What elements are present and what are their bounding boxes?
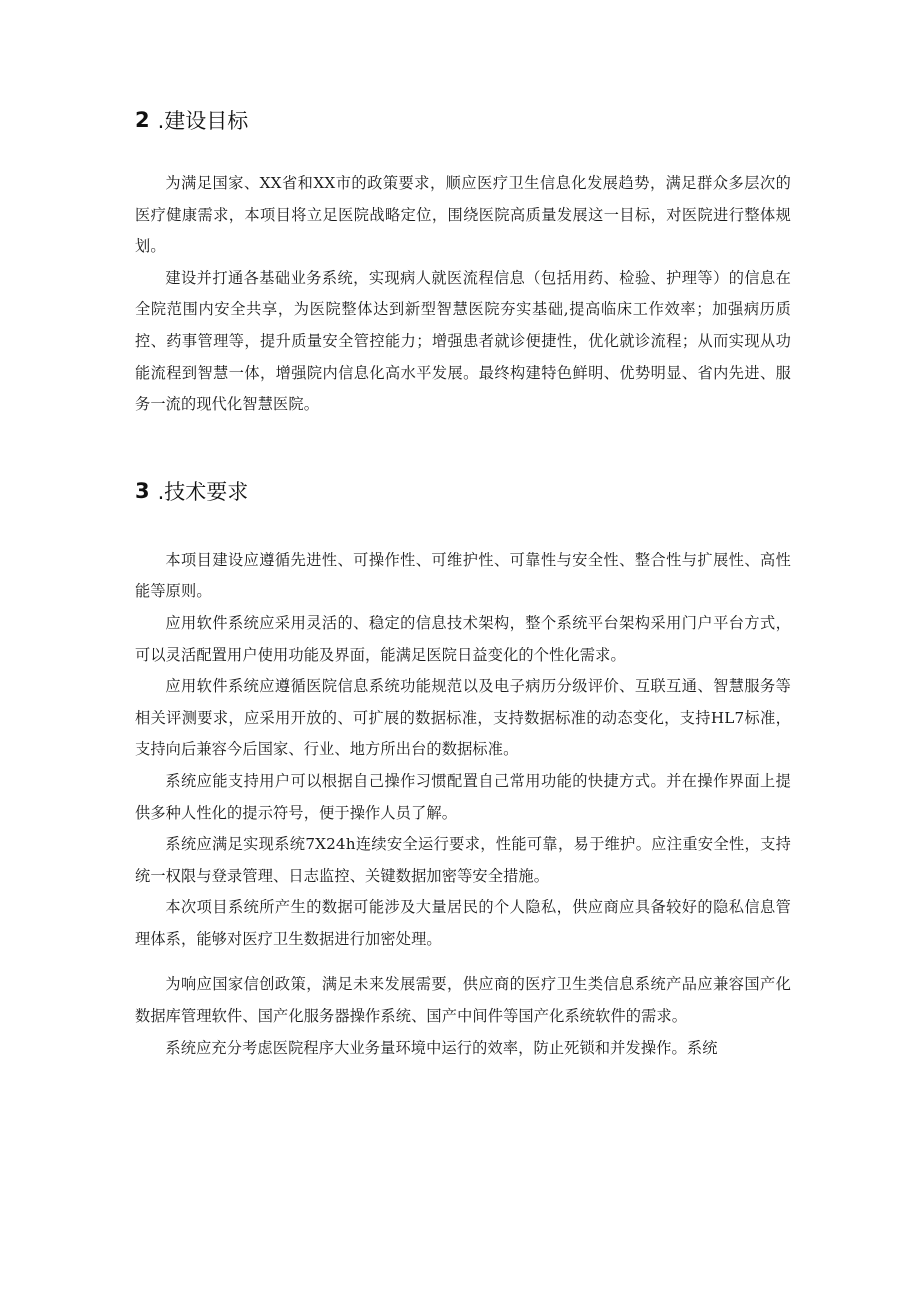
- section-title: .技术要求: [157, 479, 249, 504]
- paragraph: 为响应国家信创政策，满足未来发展需要，供应商的医疗卫生类信息系统产品应兼容国产化数据库管理软件、国产化服务器操作系统、国产中间件等国产化系统软件的需求。: [135, 975, 791, 1026]
- paragraph: 应用软件系统应采用灵活的、稳定的信息技术架构，整个系统平台架构采用门户平台方式，可以灵活配置用户使用功能及界面，能满足医院日益变化的个性化需求。: [135, 613, 791, 664]
- paragraph: 为满足国家、XX省和XX市的政策要求，顺应医疗卫生信息化发展趋势，满足群众多层次的医疗健康需求，本项目将立足医院战略定位，围绕医院高质量发展这一目标，对医院进行整体规划。: [135, 174, 791, 256]
- paragraph: 本项目建设应遵循先进性、可操作性、可维护性、可靠性与安全性、整合性与扩展性、高性能等原则。: [135, 550, 791, 601]
- paragraph: 系统应充分考虑医院程序大业务量环境中运行的效率，防止死锁和并发操作。系统: [165, 1038, 718, 1057]
- paragraph: 应用软件系统应遵循医院信息系统功能规范以及电子病历分级评价、互联互通、智慧服务等相关评测要求，应采用开放的、可扩展的数据标准，支持数据标准的动态变化，支持HL7标准，支持向后兼容今后国家、行业、地方所出台的数据标准。: [135, 677, 791, 759]
- document-body: [135, 96, 791, 1064]
- section-number: 2: [135, 108, 150, 132]
- section-number: 3: [135, 478, 150, 503]
- section-heading-goals: [135, 96, 791, 144]
- paragraph: 建设并打通各基础业务系统，实现病人就医流程信息（包括用药、检验、护理等）的信息在全院范围内安全共享，为医院整体达到新型智慧医院夯实基础,提高临床工作效率；加强病历质控、药事管理等，提升质量安全管控能力；增强患者就诊便捷性，优化就诊流程；从而实现从功能流程到智慧一体，增强院内信息化高水平发展。最终构建特色鲜明、优势明显、省内先进、服务一流的现代化智慧医院。: [135, 268, 791, 414]
- section-title: .建设目标: [157, 109, 249, 133]
- paragraph: 系统应满足实现系统7X24h连续安全运行要求，性能可靠，易于维护。应注重安全性，支持统一权限与登录管理、日志监控、关键数据加密等安全措施。: [135, 835, 791, 885]
- paragraph: 系统应能支持用户可以根据自己操作习惯配置自己常用功能的快捷方式。并在操作界面上提供多种人性化的提示符号，便于操作人员了解。: [135, 771, 791, 822]
- section-heading-tech-requirements: [135, 467, 791, 515]
- paragraph: 本次项目系统所产生的数据可能涉及大量居民的个人隐私，供应商应具备较好的隐私信息管理体系，能够对医疗卫生数据进行加密处理。: [135, 898, 791, 948]
